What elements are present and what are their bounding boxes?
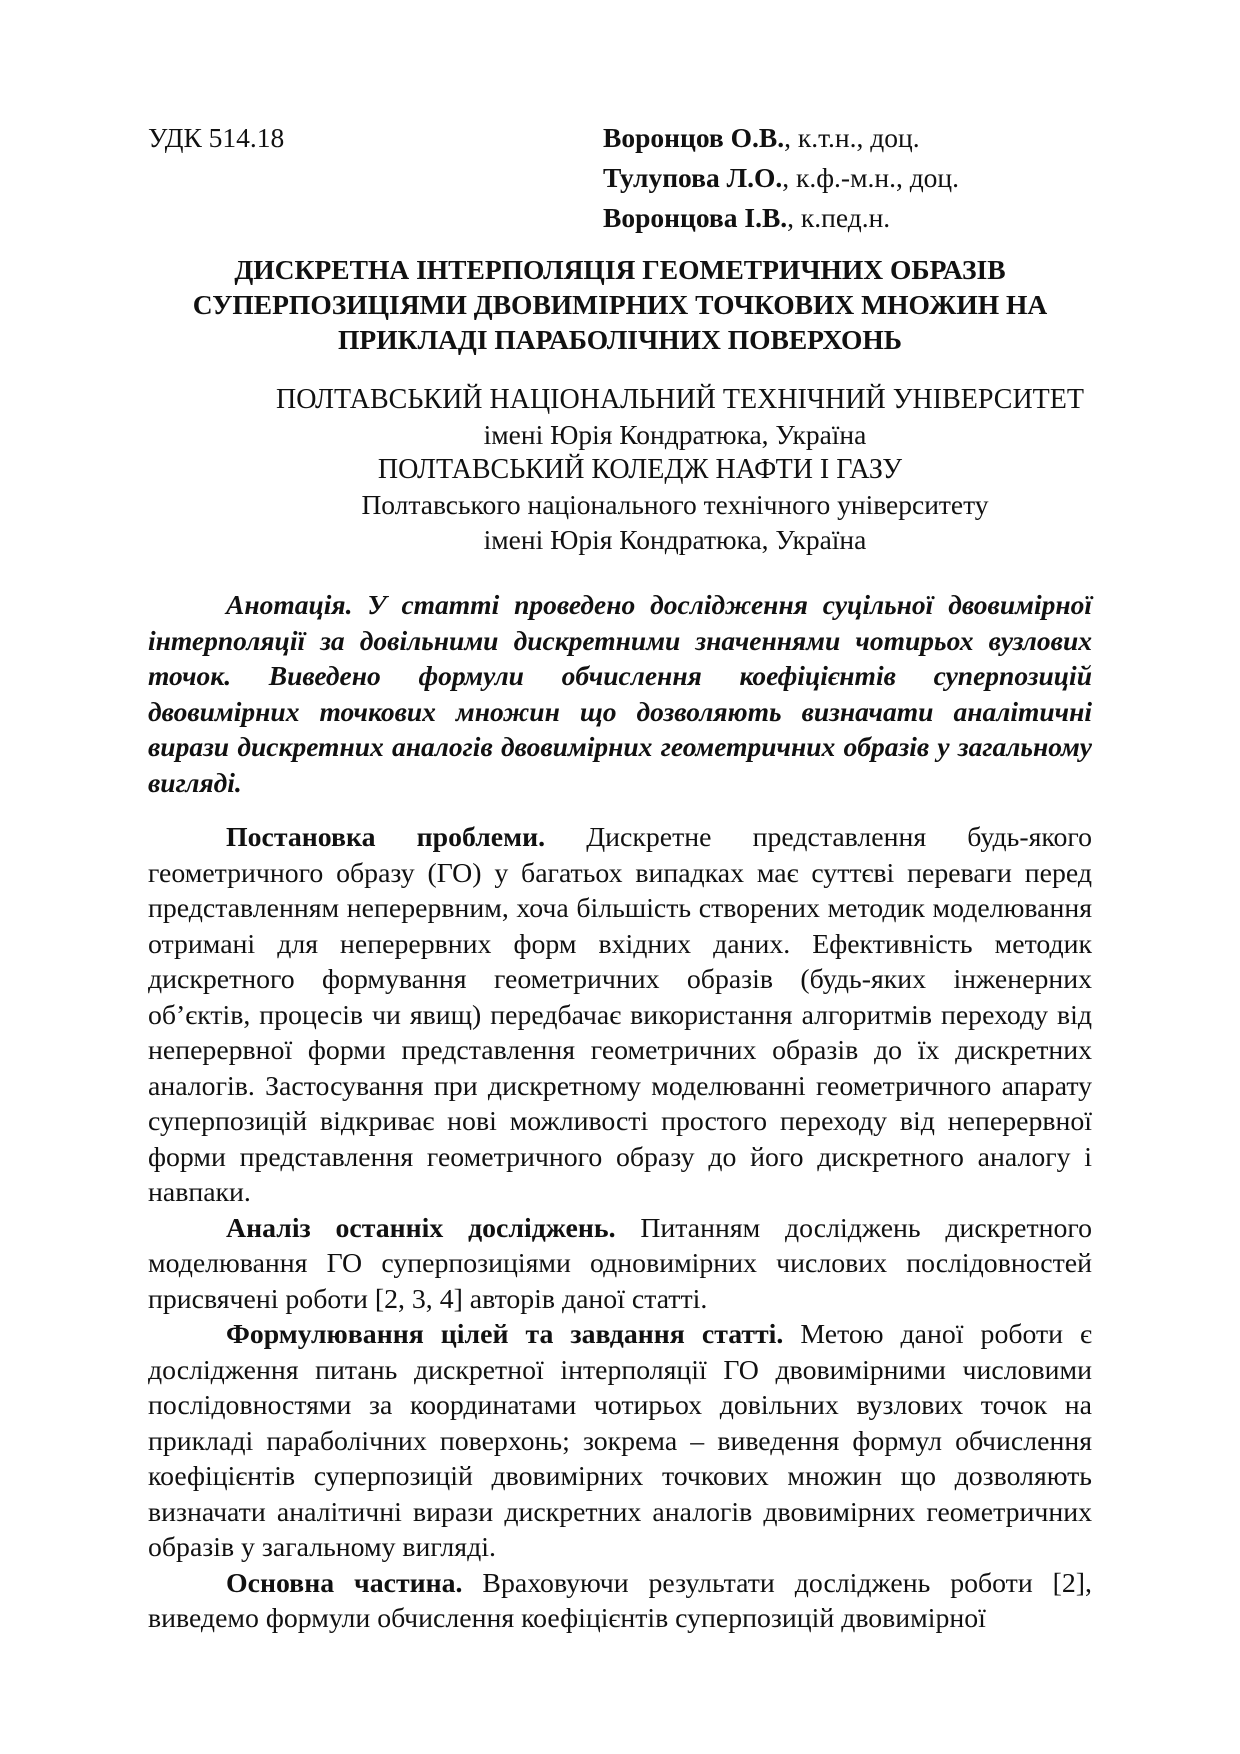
- section-text: Питанням досліджень дискретного моделювання ГО суперпозиціями одновимірних числових послідовностей присвячені роботи [2, 3, 4] авторів даної статті.: [148, 1212, 1092, 1315]
- body-paragraph: [148, 1211, 1092, 1318]
- author-name: Воронцов О.В.: [603, 122, 785, 153]
- affiliation-line: Полтавського національного технічного університету: [361, 489, 989, 520]
- author-name: Воронцова І.В.: [603, 202, 788, 233]
- body-paragraph: [148, 820, 1092, 1211]
- body-paragraph: [148, 1566, 1092, 1637]
- author-entry: [603, 158, 959, 198]
- section-text: Дискретне представлення будь-якого геометричного образу (ГО) у багатьох випадках має суттєві переваги перед представленням неперервним, хоча більшість створених методик моделювання отримані для неперервних форм вхідних даних. Ефективність методик дискретного формування геометричних образів (будь-яких інженерних об’єктів, процесів чи явищ) передбачає використання алгоритмів переходу від неперервної форми представлення геометричних образів до їх дискретних аналогів. Застосування при дискретному моделюванні геометричного апарату суперпозицій відкриває нові можливості простого переходу від неперервної форми представлення геометричного образу до його дискретного аналогу і навпаки.: [148, 822, 1093, 1208]
- title-line: ДИСКРЕТНА ІНТЕРПОЛЯЦІЯ ГЕОМЕТРИЧНИХ ОБРАЗІВ: [234, 254, 1006, 285]
- affiliation-block: [148, 382, 1092, 557]
- author-entry: [603, 198, 959, 238]
- affiliation-line: імені Юрія Кондратюка, Україна: [483, 419, 867, 450]
- udk-code: УДК 514.18: [148, 122, 285, 153]
- section-text: Метою даної роботи є дослідження питань дискретної інтерполяції ГО двовимірними числовими послідовностями за координатами чотирьох довільних вузлових точок на прикладі параболічних поверхонь; зокрема – виведення формул обчислення коефіцієнтів суперпозицій двовимірних точкових множин що дозволяють визначати аналітичні вирази дискретних аналогів двовимірних геометричних образів у загальному вигляді.: [148, 1319, 1092, 1563]
- section-heading: Аналіз останніх досліджень.: [226, 1212, 616, 1244]
- paper-body: [148, 820, 1092, 1637]
- section-heading: Формулювання цілей та завдання статті.: [226, 1319, 784, 1350]
- title-line: СУПЕРПОЗИЦІЯМИ ДВОВИМІРНИХ ТОЧКОВИХ МНОЖИН НА: [192, 289, 1048, 320]
- author-degree: , к.т.н., доц.: [784, 122, 920, 153]
- abstract: Анотація. У статті проведено дослідження суцільної двовимірної інтерполяції за довільними дискретними значеннями чотирьох вузлових точок. Виведено формули обчислення коефіцієнтів суперпозицій двовимірних точкових множин що дозволяють визначати аналітичні вирази дискретних аналогів двовимірних геометричних образів у загальному вигляді.: [148, 589, 1092, 798]
- affiliation-line: імені Юрія Кондратюка, Україна: [483, 524, 867, 555]
- section-text: Враховуючи результати досліджень роботи [2], виведемо формули обчислення коефіцієнтів суперпозицій двовимірної: [148, 1567, 1092, 1634]
- affiliation-line: ПОЛТАВСЬКИЙ НАЦІОНАЛЬНИЙ ТЕХНІЧНИЙ УНІВЕРСИТЕТ: [276, 384, 1084, 415]
- author-degree: , к.ф.-м.н., доц.: [782, 162, 960, 193]
- author-degree: , к.пед.н.: [787, 202, 891, 233]
- paper-title: [148, 252, 1092, 357]
- section-heading: Основна частина.: [226, 1567, 463, 1599]
- author-name: Тулупова Л.О.: [603, 162, 783, 193]
- title-line: ПРИКЛАДІ ПАРАБОЛІЧНИХ ПОВЕРХОНЬ: [338, 324, 902, 355]
- body-paragraph: [148, 1317, 1092, 1566]
- author-entry: [603, 118, 959, 158]
- author-list: [603, 118, 959, 238]
- section-heading: Постановка проблеми.: [226, 822, 546, 853]
- affiliation-line: ПОЛТАВСЬКИЙ КОЛЕДЖ НАФТИ І ГАЗУ: [377, 454, 903, 485]
